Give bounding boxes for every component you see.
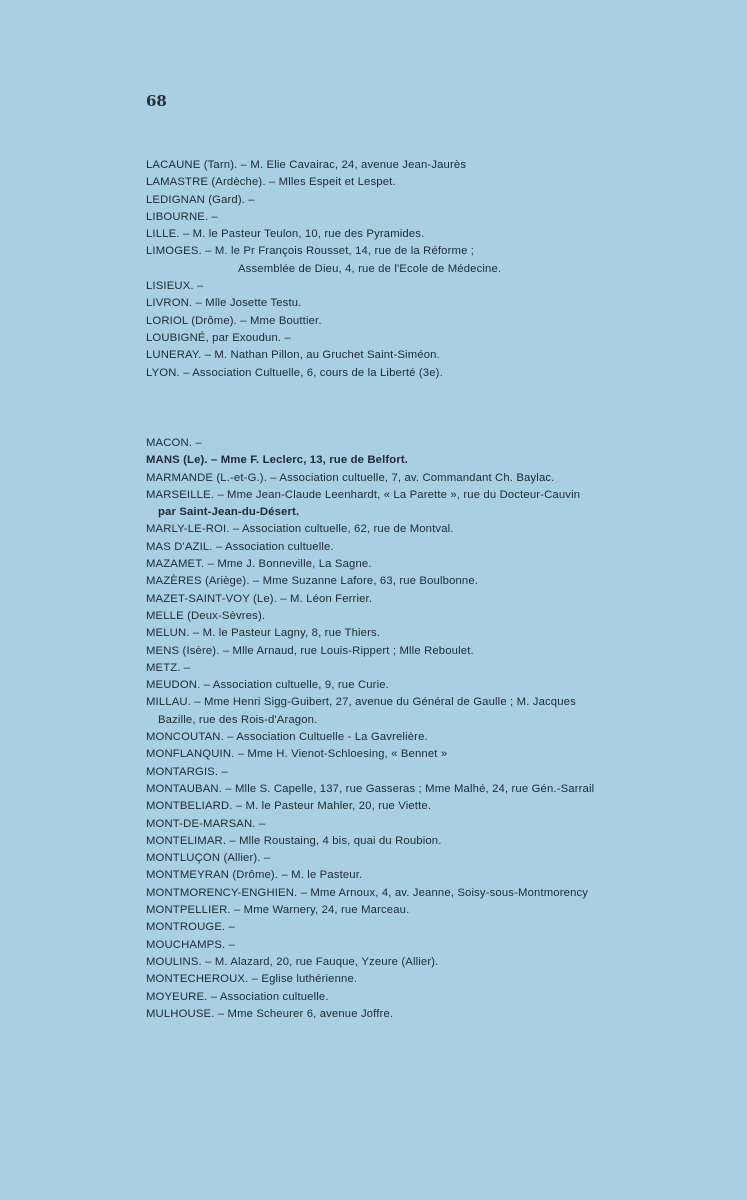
- entry-lille: LILLE. – M. le Pasteur Teulon, 10, rue des Pyramides.: [146, 228, 425, 241]
- entry-montecheroux: MONTECHEROUX. – Eglise luthérienne.: [146, 973, 358, 986]
- directory-section-m: [146, 435, 706, 1023]
- entry-lyon: LYON. – Association Cultuelle, 6, cours de la Liberté (3e).: [146, 366, 443, 379]
- entry-mans: MANS (Le). – Mme F. Leclerc, 13, rue de Belfort.: [146, 454, 409, 467]
- directory-section-l: [146, 157, 706, 382]
- entry-marmande: MARMANDE (L.-et-G.). – Association cultuelle, 7, av. Commandant Ch. Baylac.: [146, 471, 555, 484]
- entry-mont-de-marsan: MONT-DE-MARSAN. –: [146, 817, 266, 830]
- entry-montmeyran: MONTMEYRAN (Drôme). – M. le Pasteur.: [146, 869, 363, 882]
- entry-moncoutan: MONCOUTAN. – Association Cultuelle - La Gavrelière.: [146, 731, 428, 744]
- entry-moyeure: MOYEURE. – Association cultuelle.: [146, 990, 329, 1003]
- entry-millau-cont: Bazille, rue des Rois-d'Aragon.: [158, 713, 318, 726]
- entry-marseille-cont: par Saint-Jean-du-Désert.: [158, 506, 300, 519]
- entry-libourne: LIBOURNE. –: [146, 210, 218, 223]
- entry-montargis: MONTARGIS. –: [146, 765, 228, 778]
- entry-meudon: MEUDON. – Association cultuelle, 9, rue Curie.: [146, 679, 389, 692]
- entry-lacaune: LACAUNE (Tarn). – M. Elie Cavairac, 24, avenue Jean-Jaurès: [146, 159, 467, 171]
- entry-mazamet: MAZAMET. – Mme J. Bonneville, La Sagne.: [146, 558, 372, 571]
- entry-melun: MELUN. – M. le Pasteur Lagny, 8, rue Thiers.: [146, 627, 381, 640]
- entry-loubigne: LOUBIGNÉ, par Exoudun. –: [146, 331, 291, 344]
- entry-lisieux: LISIEUX. –: [146, 280, 204, 293]
- entry-millau: MILLAU. – Mme Henri Sigg-Guibert, 27, avenue du Général de Gaulle ; M. Jacques: [146, 696, 576, 709]
- entry-moulins: MOULINS. – M. Alazard, 20, rue Fauque, Yzeure (Allier).: [146, 955, 439, 968]
- entry-montbeliard: MONTBELIARD. – M. le Pasteur Mahler, 20, rue Viette.: [146, 800, 432, 813]
- entry-ledignan: LEDIGNAN (Gard). –: [146, 193, 255, 206]
- entry-mouchamps: MOUCHAMPS. –: [146, 938, 236, 951]
- entry-montelimar: MONTELIMAR. – Mlle Roustaing, 4 bis, quai du Roubion.: [146, 834, 442, 847]
- entry-limoges: LIMOGES. – M. le Pr François Rousset, 14, rue de la Réforme ;: [146, 245, 475, 258]
- entry-montpellier: MONTPELLIER. – Mme Warnery, 24, rue Marceau.: [146, 904, 410, 917]
- entry-marly-le-roi: MARLY-LE-ROI. – Association cultuelle, 62, rue de Montval.: [146, 523, 454, 536]
- entry-mens: MENS (Isère). – Mlle Arnaud, rue Louis-Rippert ; Mlle Reboulet.: [146, 644, 474, 657]
- page-number: 68: [146, 92, 167, 110]
- entry-montlucon: MONTLUÇON (Allier). –: [146, 852, 271, 865]
- entry-montmorency-enghien: MONTMORENCY-ENGHIEN. – Mme Arnoux, 4, av. Jeanne, Soisy-sous-Montmorency: [146, 886, 589, 899]
- entry-macon: MACON. –: [146, 437, 202, 449]
- entry-melle: MELLE (Deux-Sèvres).: [146, 609, 266, 622]
- entry-monflanquin: MONFLANQUIN. – Mme H. Vienot-Schloesing, « Bennet »: [146, 748, 448, 761]
- entry-loriol: LORIOL (Drôme). – Mme Bouttier.: [146, 314, 322, 327]
- entry-montauban: MONTAUBAN. – Mlle S. Capelle, 137, rue Gasseras ; Mme Malhé, 24, rue Gén.-Sarrail: [146, 782, 595, 795]
- entry-marseille: MARSEILLE. – Mme Jean-Claude Leenhardt, « La Parette », rue du Docteur-Cauvin: [146, 488, 581, 501]
- entry-limoges-cont: Assemblée de Dieu, 4, rue de l'Ecole de Médecine.: [238, 262, 502, 275]
- entry-mazet-saint-voy: MAZET-SAINT-VOY (Le). – M. Léon Ferrier.: [146, 592, 373, 605]
- entry-mulhouse: MULHOUSE. – Mme Scheurer 6, avenue Joffre.: [146, 1007, 394, 1020]
- entry-mas-d-azil: MAS D'AZIL. – Association cultuelle.: [146, 540, 334, 553]
- entry-luneray: LUNERAY. – M. Nathan Pillon, au Gruchet Saint-Siméon.: [146, 349, 440, 362]
- entry-mazeres: MAZÈRES (Ariège). – Mme Suzanne Lafore, 63, rue Boulbonne.: [146, 575, 479, 588]
- entry-montrouge: MONTROUGE. –: [146, 921, 236, 934]
- entry-lamastre: LAMASTRE (Ardèche). – Mlles Espeit et Lespet.: [146, 176, 396, 189]
- entry-metz: METZ. –: [146, 661, 191, 674]
- entry-livron: LIVRON. – Mlle Josette Testu.: [146, 297, 302, 310]
